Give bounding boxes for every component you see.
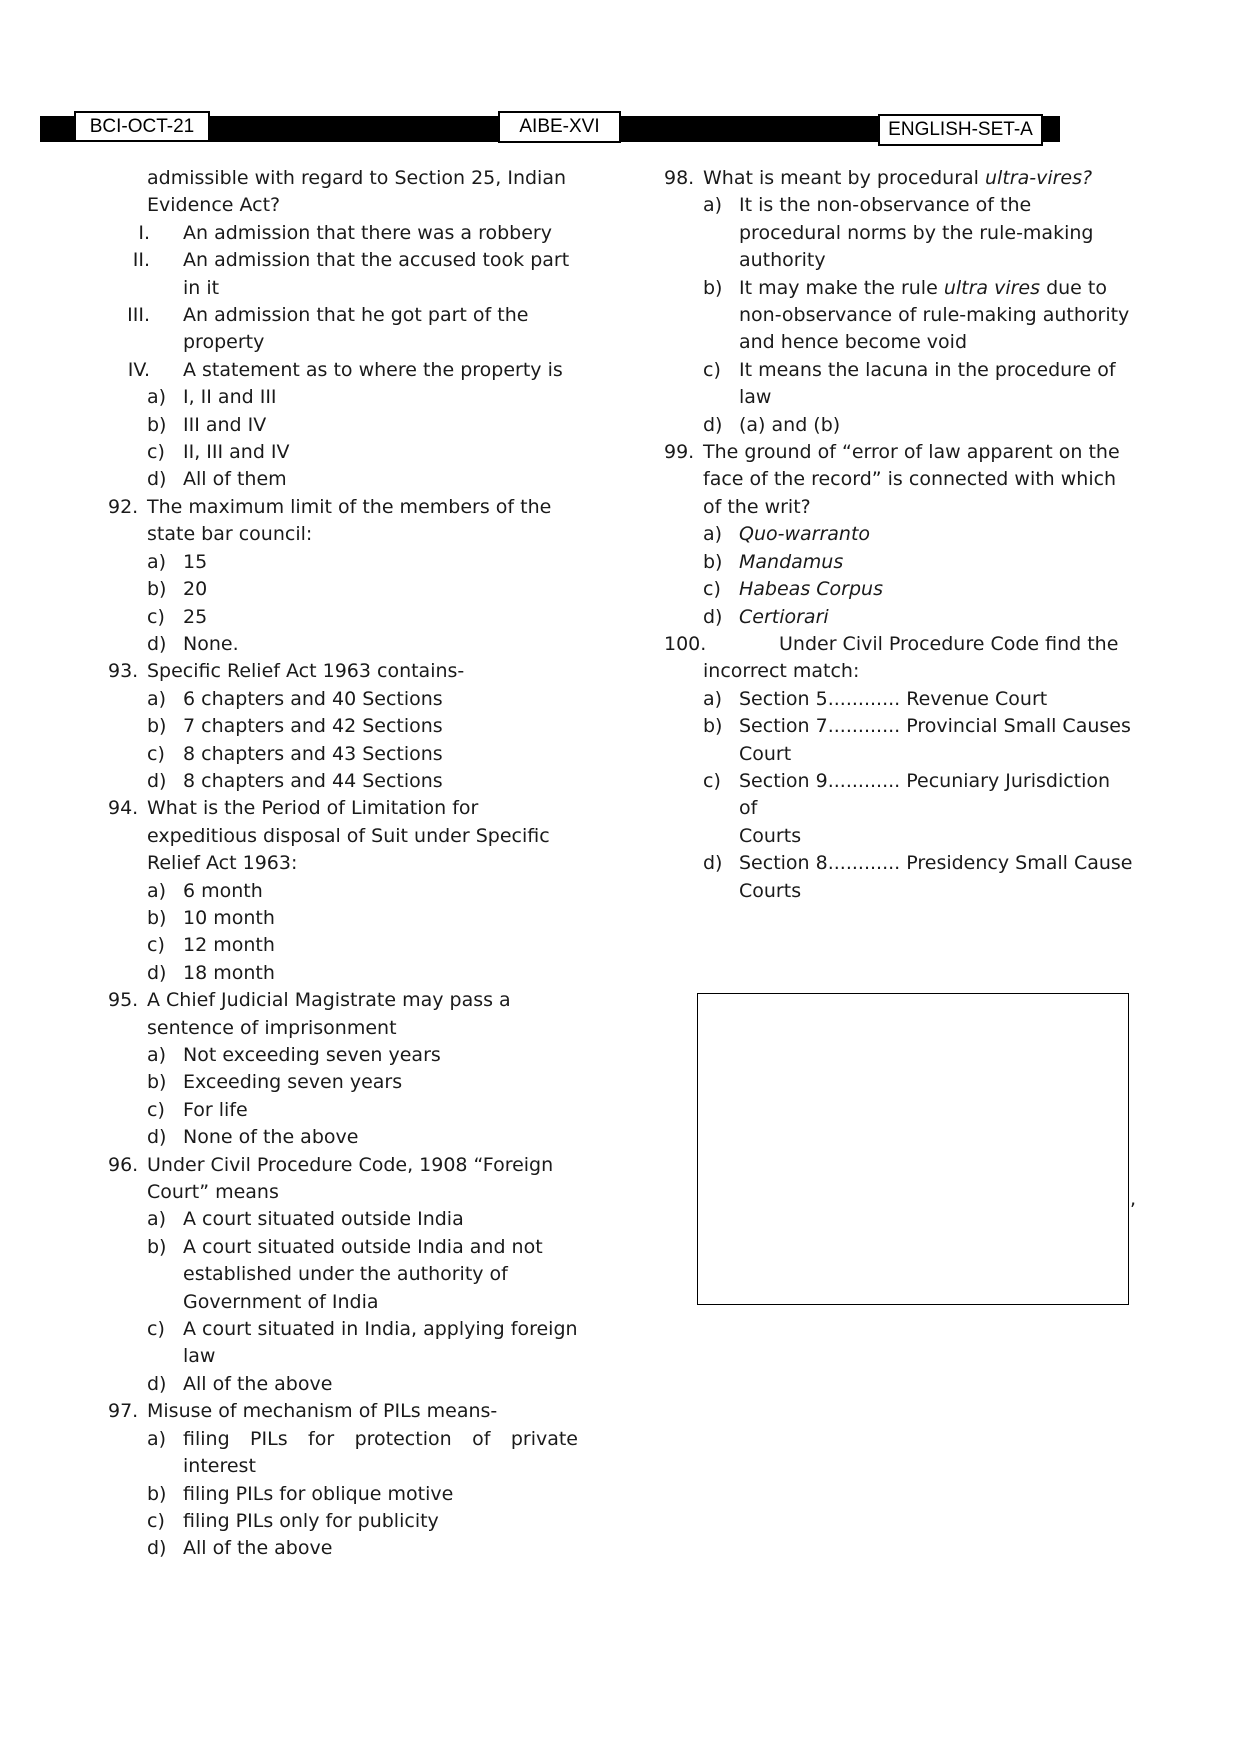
question-91-text: admissible with regard to Section 25, Indian Evidence Act? <box>147 167 567 217</box>
option: d) 18 month <box>147 961 275 984</box>
option: c) Section 9............ Pecuniary Jurisdiction of Courts <box>703 769 1111 847</box>
question-99: 99. The ground of “error of law apparent on the face of the record” is connected with which of the writ? <box>664 441 1120 518</box>
option: b) filing PILs for oblique motive <box>147 1482 454 1505</box>
statement-iv: IV. A statement as to where the property is <box>127 358 563 381</box>
option: d) Section 8............ Presidency Small Cause Courts <box>703 852 1133 902</box>
option: a) 15 <box>147 550 208 573</box>
option: b) 10 month <box>147 906 275 929</box>
option: d) Certiorari <box>703 605 829 628</box>
statement-ii: II. An admission that the accused took part in it <box>132 249 570 299</box>
option: c) Habeas Corpus <box>703 578 883 601</box>
header-exam-code: BCI-OCT-21 <box>74 111 210 142</box>
option: a) 6 chapters and 40 Sections <box>147 687 443 710</box>
option: d) 8 chapters and 44 Sections <box>147 769 443 792</box>
option: a) filing PILs for protection of private interest <box>147 1427 578 1478</box>
option: a) Section 5............ Revenue Court <box>703 687 1048 710</box>
statement-i: I. An admission that there was a robbery <box>138 221 552 244</box>
option: a) It is the non-observance of the procedural norms by the rule-making authority <box>703 194 1094 272</box>
option: a) Quo-warranto <box>703 523 871 546</box>
blank-box <box>697 993 1129 1305</box>
option: a) Not exceeding seven years <box>147 1044 441 1066</box>
question-94: 94. What is the Period of Limitation for expeditious disposal of Suit under Specific Relief Act 1963: <box>108 797 550 875</box>
question-92: 92. The maximum limit of the members of the state bar council: <box>108 495 552 546</box>
option: c) It means the lacuna in the procedure of law <box>703 358 1116 409</box>
question-97: 97. Misuse of mechanism of PILs means- <box>108 1400 498 1423</box>
option: c) For life <box>147 1098 248 1121</box>
option: b) It may make the rule ultra vires due to non-observance of rule-making authority and hence become void <box>703 276 1130 354</box>
option: a) I, II and III <box>147 386 277 409</box>
question-93: 93. Specific Relief Act 1963 contains- <box>108 660 465 683</box>
option: b) 7 chapters and 42 Sections <box>147 715 443 738</box>
question-98: 98. What is meant by procedural ultra-vires? <box>664 167 1093 189</box>
option: c) II, III and IV <box>147 441 290 464</box>
option: b) Mandamus <box>703 550 844 573</box>
option: d) All of them <box>147 468 287 491</box>
statement-iii: III. An admission that he got part of the property <box>127 304 529 354</box>
header-exam-name: AIBE-XVI <box>498 111 621 143</box>
option: a) A court situated outside India <box>147 1208 464 1231</box>
stray-mark: , <box>1130 1188 1137 1210</box>
option: d) All of the above <box>147 1372 333 1395</box>
option: d) (a) and (b) <box>703 413 841 436</box>
header-set: ENGLISH-SET-A <box>878 114 1043 146</box>
option: c) 12 month <box>147 934 275 957</box>
option: c) 25 <box>147 605 208 628</box>
question-95: 95. A Chief Judicial Magistrate may pass a sentence of imprisonment <box>108 989 511 1039</box>
option: d) None of the above <box>147 1126 359 1149</box>
option: b) Section 7............ Provincial Small Causes Court <box>703 715 1131 765</box>
question-96: 96. Under Civil Procedure Code, 1908 “Foreign Court” means <box>108 1153 554 1204</box>
option: c) A court situated in India, applying foreign law <box>147 1318 578 1368</box>
option: d) All of the above <box>147 1537 333 1560</box>
option: a) 6 month <box>147 879 263 902</box>
right-column <box>664 165 1134 905</box>
option: d) None. <box>147 632 239 655</box>
option: b) A court situated outside India and not established under the authority of Government of India <box>147 1235 543 1313</box>
option: b) Exceeding seven years <box>147 1071 403 1094</box>
option: b) 20 <box>147 578 208 601</box>
question-100-text: incorrect match: <box>703 660 860 683</box>
option: b) III and IV <box>147 413 267 436</box>
option: c) filing PILs only for publicity <box>147 1509 439 1532</box>
question-100: 100. Under Civil Procedure Code find the <box>664 632 1119 655</box>
option: c) 8 chapters and 43 Sections <box>147 742 443 765</box>
left-column <box>108 165 578 1563</box>
